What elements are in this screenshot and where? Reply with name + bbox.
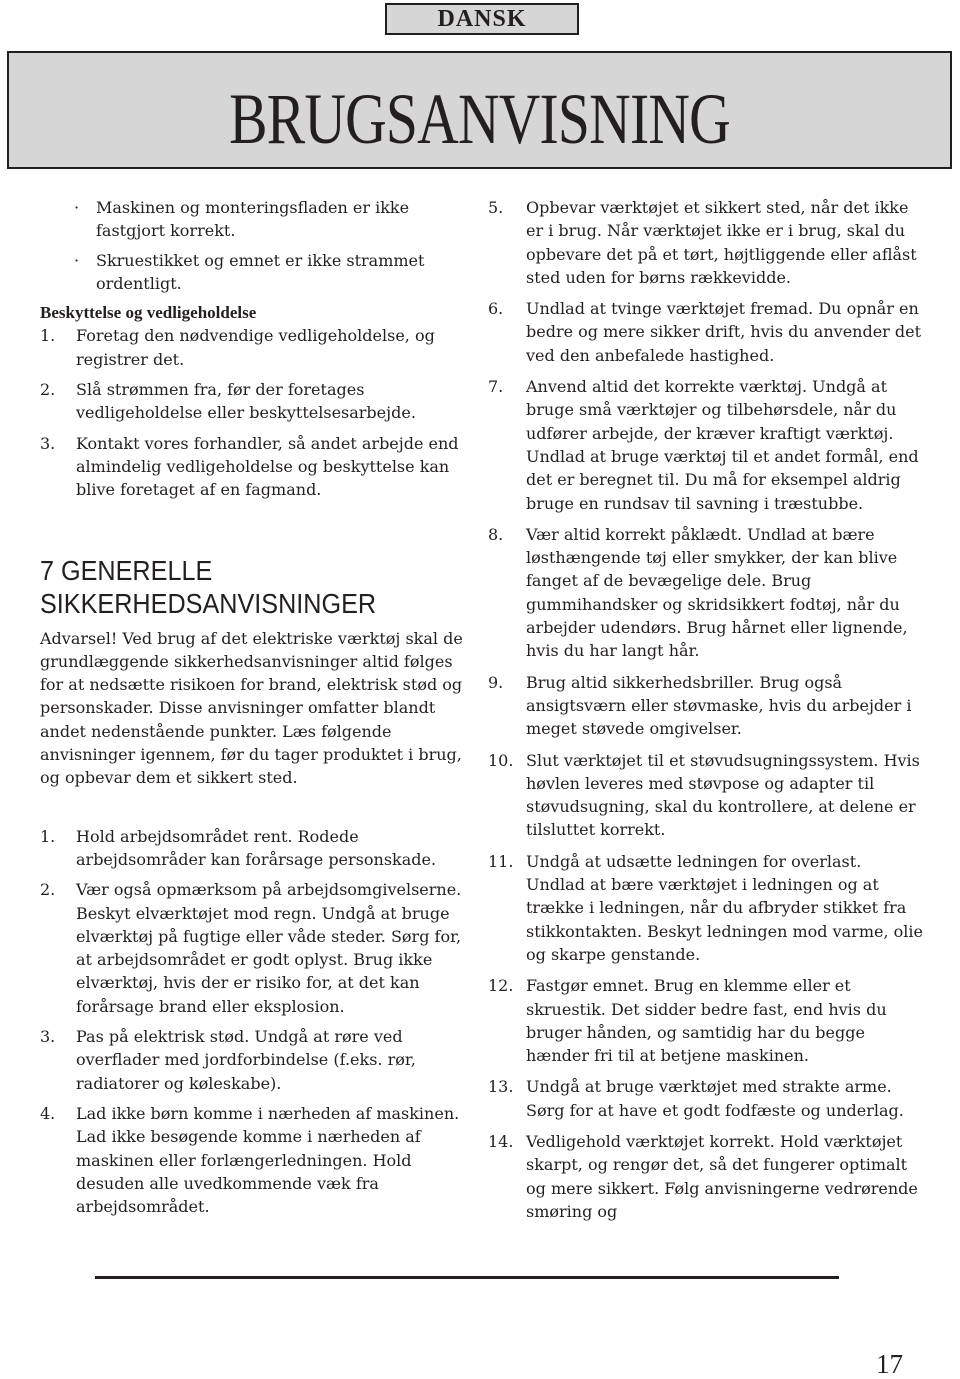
warning-intro: Advarsel! Ved brug af det elektriske værktøj skal de grundlæggende sikkerhedsanvisninger altid følges for at nedsætte risikoen for brand, elektrisk stød og personskader. Disse anvisninger omfatter blandt andet nedenstående punkter. Læs følgende anvisninger igennem, før du tager produktet i brug, og opbevar dem et sikkert sted. bbox=[40, 628, 463, 788]
item-number: 4. bbox=[40, 1103, 56, 1123]
item-number: 2. bbox=[40, 880, 56, 900]
safety-item bbox=[40, 1025, 478, 1095]
footer-divider bbox=[95, 1276, 839, 1279]
item-text: Undgå at udsætte ledningen for overlast. Undlad at bære værktøjet i ledningen og at trække i ledningen, når du afbryder stikket fra stikkontakten. Beskyt ledningen mod varme, olie og skarpe genstande. bbox=[526, 851, 923, 964]
bullet-text: Maskinen og monteringsfladen er ikke fastgjort korrekt. bbox=[96, 198, 410, 241]
item-number: 5. bbox=[488, 198, 504, 217]
item-text: Vedligehold værktøjet korrekt. Hold værktøjet skarpt, og rengør det, så det fungerer optimalt og mere sikkert. Følg anvisningerne vedrørende smøring og bbox=[526, 1131, 918, 1221]
left-column bbox=[40, 196, 478, 1225]
item-number: 8. bbox=[488, 524, 504, 544]
item-text: Undlad at tvinge værktøjet fremad. Du opnår en bedre og mere sikker drift, hvis du anvender det ved den anbefalede hastighed. bbox=[526, 299, 922, 365]
item-text: Opbevar værktøjet et sikkert sted, når det ikke er i brug. Når værktøjet ikke er i brug, skal du opbevare det på et tørt, højtliggende eller aflåst sted uden for børns rækkevidde. bbox=[526, 198, 917, 287]
safety-item bbox=[488, 1075, 924, 1122]
safety-item bbox=[488, 297, 924, 367]
safety-item bbox=[488, 375, 924, 515]
safety-item bbox=[488, 196, 924, 289]
safety-item bbox=[488, 974, 924, 1067]
safety-item bbox=[488, 523, 924, 663]
item-number: 13. bbox=[488, 1077, 514, 1097]
section-heading-line: SIKKERHEDSANVISNINGER bbox=[40, 587, 377, 619]
page-number: 17 bbox=[876, 1349, 903, 1379]
safety-item bbox=[488, 671, 924, 741]
item-text: Fastgør emnet. Brug en klemme eller et skruestik. Det sidder bedre fast, end hvis du bruger hånden, og samtidig har du begge hænder fri til at betjene maskinen. bbox=[526, 976, 887, 1066]
item-number: 7. bbox=[488, 377, 504, 397]
section-heading-line: 7 GENERELLE bbox=[40, 554, 213, 586]
item-number: 6. bbox=[488, 299, 504, 319]
item-number: 1. bbox=[40, 326, 56, 346]
bullet-dot-icon: · bbox=[74, 250, 80, 270]
item-number: 12. bbox=[488, 976, 514, 996]
item-number: 2. bbox=[40, 380, 56, 400]
item-text: Vær altid korrekt påklædt. Undlad at bære løsthængende tøj eller smykker, der kan blive fanget af de bevægelige dele. Brug gummihandsker og skridsikkert fodtøj, når du arbejder udendørs. Brug hårnet eller lignende, hvis du har langt hår. bbox=[526, 524, 908, 661]
item-text: Brug altid sikkerhedsbriller. Brug også ansigtsværn eller støvmaske, hvis du arbejder i meget støvede omgivelser. bbox=[526, 672, 912, 739]
item-number: 3. bbox=[40, 1027, 56, 1047]
maintenance-item bbox=[40, 378, 478, 425]
right-column bbox=[488, 196, 924, 1231]
maintenance-heading: Beskyttelse og vedligeholdelse bbox=[40, 303, 257, 323]
bullet-dot-icon: · bbox=[74, 198, 80, 217]
item-text: Kontakt vores forhandler, så andet arbejde end almindelig vedligeholdelse og beskyttelse kan blive foretaget af en fagmand. bbox=[76, 433, 459, 500]
title-banner bbox=[7, 51, 952, 169]
item-number: 3. bbox=[40, 433, 56, 453]
safety-item bbox=[40, 825, 478, 872]
item-text: Pas på elektrisk stød. Undgå at røre ved overflader med jordforbindelse (f.eks. rør, radiatorer og køleskabe). bbox=[76, 1027, 416, 1093]
page-title: BRUGSANVISNING bbox=[229, 79, 730, 159]
language-tab: DANSK bbox=[385, 3, 579, 35]
item-text: Hold arbejdsområdet rent. Rodede arbejdsområder kan forårsage personskade. bbox=[76, 826, 437, 869]
section-heading bbox=[40, 554, 434, 620]
item-number: 1. bbox=[40, 826, 56, 846]
safety-item bbox=[488, 749, 924, 842]
maintenance-item bbox=[40, 432, 478, 502]
safety-item bbox=[40, 878, 478, 1018]
safety-item bbox=[488, 850, 924, 966]
item-number: 14. bbox=[488, 1131, 514, 1151]
item-number: 10. bbox=[488, 750, 514, 770]
item-text: Foretag den nødvendige vedligeholdelse, og registrer det. bbox=[76, 326, 435, 369]
safety-item bbox=[488, 1130, 924, 1223]
bullet-item bbox=[40, 249, 478, 296]
bullet-text: Skruestikket og emnet er ikke strammet ordentligt. bbox=[96, 250, 425, 293]
item-text: Vær også opmærksom på arbejdsomgivelserne. Beskyt elværktøjet mod regn. Undgå at bruge elværktøj på fugtige eller våde steder. Sørg for, at arbejdsområdet er godt oplyst. Brug ikke elværktøj, hvis der er risiko for, at det kan forårsage brand eller eksplosion. bbox=[76, 880, 462, 1016]
bullet-item bbox=[40, 196, 478, 243]
item-number: 9. bbox=[488, 672, 504, 692]
item-text: Anvend altid det korrekte værktøj. Undgå at bruge små værktøjer og tilbehørsdele, når du udfører arbejde, der kræver kraftigt værktøj. Undlad at bruge værktøj til et andet formål, end det er beregnet til. Du må for eksempel aldrig bruge en rundsav til savning i træstubbe. bbox=[526, 377, 919, 513]
item-text: Lad ikke børn komme i nærheden af maskinen. Lad ikke besøgende komme i nærheden af maskinen eller forlængerledningen. Hold desuden alle uvedkommende væk fra arbejdsområdet. bbox=[76, 1103, 460, 1217]
maintenance-item bbox=[40, 324, 478, 371]
item-number: 11. bbox=[488, 851, 514, 871]
item-text: Slå strømmen fra, før der foretages vedligeholdelse eller beskyttelsesarbejde. bbox=[76, 380, 416, 423]
safety-item bbox=[40, 1102, 478, 1218]
item-text: Slut værktøjet til et støvudsugningssystem. Hvis høvlen leveres med støvpose og adapter til støvudsugning, skal du kontrollere, at delene er tilsluttet korrekt. bbox=[526, 750, 920, 840]
item-text: Undgå at bruge værktøjet med strakte arme. Sørg for at have et godt fodfæste og underlag. bbox=[526, 1077, 904, 1120]
